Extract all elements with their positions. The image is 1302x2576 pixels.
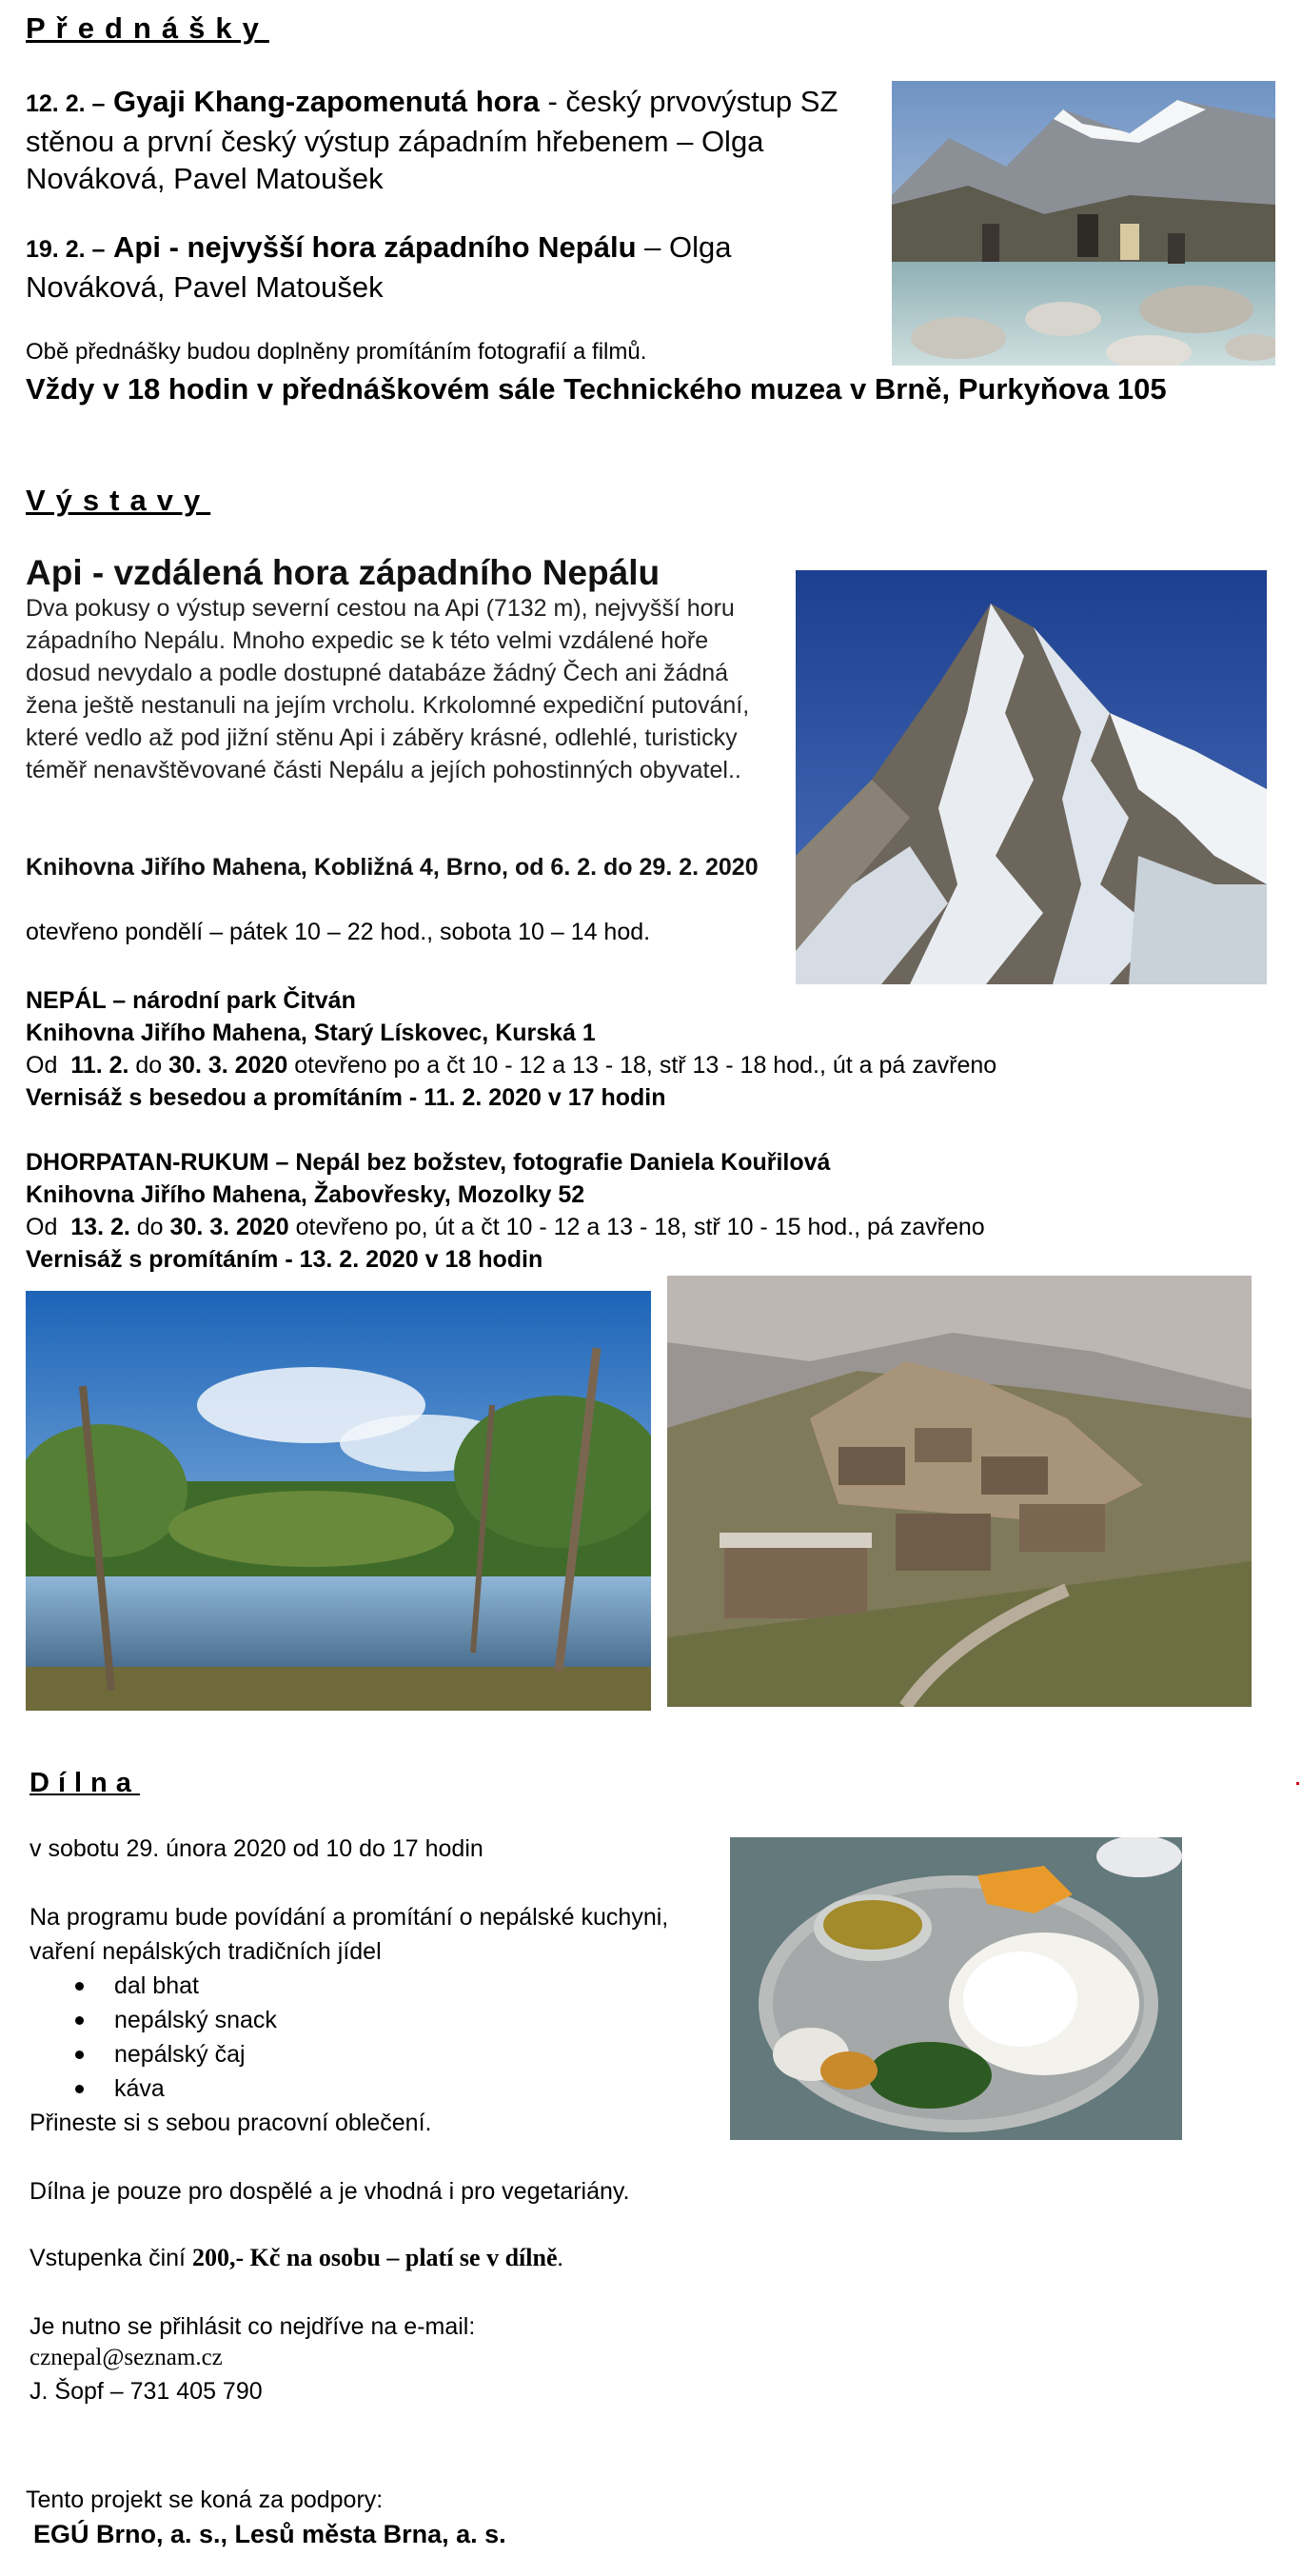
workshop-bring: Přineste si s sebou pracovní oblečení. — [30, 2110, 432, 2136]
exhibition-dhorpatan-date-to: 30. 3. 2020 — [169, 1214, 289, 1240]
exhibition-dhorpatan-from-label: Od — [26, 1214, 58, 1240]
photo-api-mountain — [796, 570, 1267, 984]
exhibition-nepal-from-label: Od — [26, 1052, 58, 1079]
workshop-menu-item: dal bhat — [114, 1969, 277, 2003]
lectures-venue: Vždy v 18 hodin v přednáškovém sále Technického muzea v Brně, Purkyňova 105 — [26, 372, 1167, 406]
lecture-2-title: Api - nejvyšší hora západního Nepálu — [113, 230, 637, 264]
lectures-heading: Přednášky — [26, 11, 269, 45]
exhibitions-heading: Výstavy — [26, 484, 211, 517]
exhibition-nepal-date-to: 30. 3. 2020 — [168, 1052, 288, 1079]
exhibition-dhorpatan-date-from: 13. 2. — [70, 1214, 130, 1240]
lecture-1-description: - český prvovýstup SZ stěnou a první český výstup západním hřebenem – Olga Nováková, Pavel Matoušek — [26, 85, 838, 195]
workshop-ticket: Vstupenka činí 200,- Kč na osobu – platí se v dílně. — [30, 2244, 563, 2271]
workshop-menu-list — [30, 1969, 277, 2106]
workshop-menu-item: nepálský snack — [114, 2003, 277, 2037]
exhibition-nepal-date-from: 11. 2. — [70, 1052, 129, 1079]
stray-red-dot — [1296, 1782, 1299, 1785]
workshop-email[interactable]: cznepal@seznam.cz — [30, 2345, 223, 2370]
workshop-register: Je nutno se přihlásit co nejdříve na e-mail: — [30, 2313, 476, 2340]
exhibition-api-description: Dva pokusy o výstup severní cestou na Api (7132 m), nejvyšší horu západního Nepálu. Mnoho expedic se k této velmi vzdálené hoře dosud nevydalo a podle dostupné databáze žádný Čech ani žádná žena ještě nestanuli na jejím vrcholu. Krkolomné expediční putování, které vedlo až pod jižní stěnu Api i záběry krásné, odlehlé, turisticky téměř nenavštěvované části Nepálu a jejích pohostinných obyvatel.. — [26, 595, 750, 783]
exhibition-dhorpatan-hours: otevřeno po, út a čt 10 - 12 a 13 - 18, stř 10 - 15 hod., pá zavřeno — [295, 1214, 985, 1240]
lecture-2-date: 19. 2. – — [26, 236, 106, 263]
exhibition-dhorpatan-vernisage: Vernisáž s promítáním - 13. 2. 2020 v 18 hodin — [26, 1246, 543, 1273]
exhibition-api-hours: otevřeno pondělí – pátek 10 – 22 hod., sobota 10 – 14 hod. — [26, 919, 651, 945]
exhibition-dhorpatan-title: DHORPATAN-RUKUM – Nepál bez božstev, fotografie Daniela Kouřilová — [26, 1149, 831, 1176]
support-sponsors: EGÚ Brno, a. s., Lesů města Brna, a. s. — [33, 2520, 506, 2548]
exhibition-dhorpatan-to-label: do — [136, 1214, 164, 1240]
photo-dhorpatan-village — [667, 1276, 1252, 1707]
exhibition-nepal-hours: otevřeno po a čt 10 - 12 a 13 - 18, stř 13 - 18 hod., út a pá zavřeno — [294, 1052, 997, 1079]
workshop-contact: J. Šopf – 731 405 790 — [30, 2378, 263, 2405]
workshop-adults: Dílna je pouze pro dospělé a je vhodná i pro vegetariány. — [30, 2178, 630, 2205]
workshop-menu-item: káva — [114, 2071, 277, 2106]
exhibition-nepal-vernisage: Vernisáž s besedou a promítáním - 11. 2. 2020 v 17 hodin — [26, 1084, 666, 1111]
workshop-ticket-value: 200,- Kč na osobu – platí se v dílně — [191, 2244, 558, 2271]
workshop-ticket-label: Vstupenka činí — [30, 2245, 192, 2271]
workshop-heading: Dílna — [30, 1768, 140, 1798]
photo-river-porters — [892, 81, 1275, 366]
workshop-program: Na programu bude povídání a promítání o nepálské kuchyni, vaření nepálských tradičních jídel — [30, 1904, 669, 1965]
workshop-menu-item: nepálský čaj — [114, 2037, 277, 2071]
exhibition-nepal-dates — [26, 1049, 996, 1081]
support-label: Tento projekt se koná za podpory: — [26, 2487, 384, 2513]
lecture-2-description: – Olga Nováková, Pavel Matoušek — [26, 230, 732, 304]
exhibition-dhorpatan-place: Knihovna Jiřího Mahena, Žabovřesky, Mozolky 52 — [26, 1181, 585, 1208]
lecture-2 — [26, 228, 863, 306]
exhibition-nepal-to-label: do — [135, 1052, 163, 1079]
photo-chitwan-lake — [26, 1291, 651, 1711]
exhibition-api-title: Api - vzdálená hora západního Nepálu — [26, 553, 661, 592]
photo-dal-bhat — [730, 1837, 1182, 2140]
lectures-note: Obě přednášky budou doplněny promítáním fotografií a filmů. — [26, 339, 647, 365]
exhibition-dhorpatan-dates — [26, 1211, 985, 1243]
exhibition-nepal-place: Knihovna Jiřího Mahena, Starý Lískovec, Kurská 1 — [26, 1020, 596, 1046]
workshop-date: v sobotu 29. února 2020 od 10 do 17 hodin — [30, 1835, 483, 1862]
lecture-1 — [26, 83, 863, 197]
lecture-1-date: 12. 2. – — [26, 90, 106, 117]
exhibition-nepal-title: NEPÁL – národní park Čitván — [26, 987, 356, 1014]
lecture-1-title: Gyaji Khang-zapomenutá hora — [113, 85, 540, 118]
exhibition-api-place: Knihovna Jiřího Mahena, Kobližná 4, Brno, od 6. 2. do 29. 2. 2020 — [26, 854, 759, 881]
